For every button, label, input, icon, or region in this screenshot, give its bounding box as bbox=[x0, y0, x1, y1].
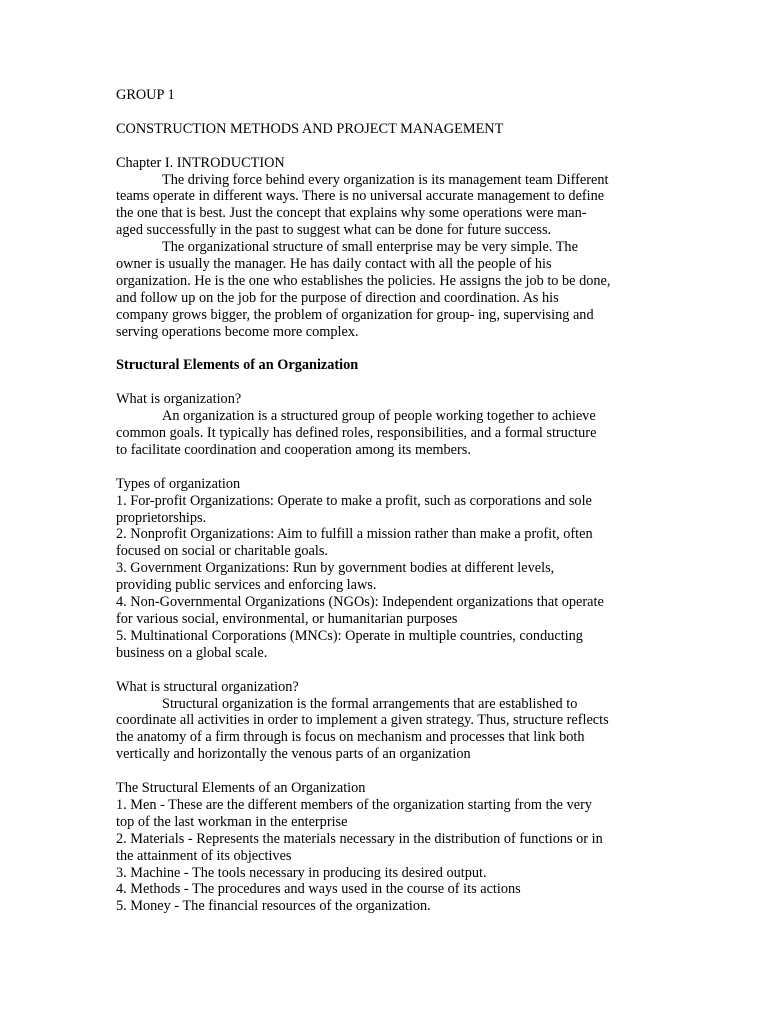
paragraph-line: Structural organization is the formal arrangements that are established to bbox=[162, 695, 578, 712]
intro-paragraph-1 bbox=[116, 172, 652, 240]
list-item: focused on social or charitable goals. bbox=[116, 543, 328, 560]
paragraph-line: vertically and horizontally the venous parts of an organization bbox=[116, 746, 471, 763]
list-item: proprietorships. bbox=[116, 509, 207, 526]
spacer bbox=[116, 662, 652, 679]
paragraph-line: and follow up on the job for the purpose of direction and coordination. As his bbox=[116, 289, 559, 306]
paragraph-line: organization. He is the one who establishes the policies. He assigns the job to be done, bbox=[116, 272, 611, 289]
spacer bbox=[116, 104, 652, 121]
paragraph-line: coordinate all activities in order to implement a given strategy. Thus, structure reflects bbox=[116, 712, 609, 729]
list-item: for various social, environmental, or humanitarian purposes bbox=[116, 611, 458, 628]
list-item: 5. Multinational Corporations (MNCs): Operate in multiple countries, conducting bbox=[116, 627, 583, 644]
question-organization: What is organization? bbox=[116, 391, 242, 408]
list-item: providing public services and enforcing laws. bbox=[116, 577, 377, 594]
types-heading: Types of organization bbox=[116, 475, 241, 492]
list-item: 4. Methods - The procedures and ways used in the course of its actions bbox=[116, 881, 521, 898]
paragraph-line: common goals. It typically has defined roles, responsibilities, and a formal structure bbox=[116, 425, 597, 442]
organization-definition bbox=[116, 408, 652, 459]
spacer bbox=[116, 138, 652, 155]
paragraph-line: An organization is a structured group of people working together to achieve bbox=[162, 408, 596, 425]
list-item: 2. Materials - Represents the materials necessary in the distribution of functions or in bbox=[116, 830, 603, 847]
document-body bbox=[116, 87, 652, 915]
spacer bbox=[116, 459, 652, 476]
list-item: 1. Men - These are the different members of the organization starting from the very bbox=[116, 796, 593, 813]
paragraph-line: owner is usually the manager. He has daily contact with all the people of his bbox=[116, 256, 552, 273]
intro-paragraph-2 bbox=[116, 239, 652, 340]
types-list bbox=[116, 493, 652, 662]
paragraph-line: company grows bigger, the problem of organization for group- ing, supervising and bbox=[116, 306, 594, 323]
list-item: the attainment of its objectives bbox=[116, 847, 292, 864]
structural-definition bbox=[116, 696, 652, 764]
elements-list bbox=[116, 797, 652, 915]
list-item: 2. Nonprofit Organizations: Aim to fulfill a mission rather than make a profit, often bbox=[116, 526, 593, 543]
list-item: 3. Government Organizations: Run by government bodies at different levels, bbox=[116, 560, 555, 577]
list-item: 4. Non-Governmental Organizations (NGOs): Independent organizations that operate bbox=[116, 594, 604, 611]
paragraph-line: aged successfully in the past to suggest what can be done for future success. bbox=[116, 222, 552, 239]
spacer bbox=[116, 763, 652, 780]
section-heading: Structural Elements of an Organization bbox=[116, 357, 359, 374]
list-item: 1. For-profit Organizations: Operate to make a profit, such as corporations and sole bbox=[116, 492, 592, 509]
spacer bbox=[116, 341, 652, 358]
paragraph-line: the anatomy of a firm through is focus on mechanism and processes that link both bbox=[116, 729, 585, 746]
paragraph-line: the one that is best. Just the concept that explains why some operations were man- bbox=[116, 205, 587, 222]
paragraph-line: to facilitate coordination and cooperation among its members. bbox=[116, 441, 471, 458]
list-item: 5. Money - The financial resources of the organization. bbox=[116, 898, 431, 915]
spacer bbox=[116, 374, 652, 391]
paragraph-line: teams operate in different ways. There is no universal accurate management to define bbox=[116, 188, 605, 205]
list-item: 3. Machine - The tools necessary in producing its desired output. bbox=[116, 864, 487, 881]
chapter-heading: Chapter I. INTRODUCTION bbox=[116, 154, 285, 171]
paragraph-line: The driving force behind every organization is its management team Different bbox=[162, 171, 609, 188]
list-item: business on a global scale. bbox=[116, 644, 268, 661]
document-title: CONSTRUCTION METHODS AND PROJECT MANAGEMENT bbox=[116, 120, 504, 137]
list-item: top of the last workman in the enterprise bbox=[116, 813, 348, 830]
elements-heading: The Structural Elements of an Organization bbox=[116, 780, 366, 797]
paragraph-line: serving operations become more complex. bbox=[116, 323, 359, 340]
group-label: GROUP 1 bbox=[116, 87, 175, 103]
question-structural: What is structural organization? bbox=[116, 678, 299, 695]
paragraph-line: The organizational structure of small enterprise may be very simple. The bbox=[162, 239, 578, 256]
